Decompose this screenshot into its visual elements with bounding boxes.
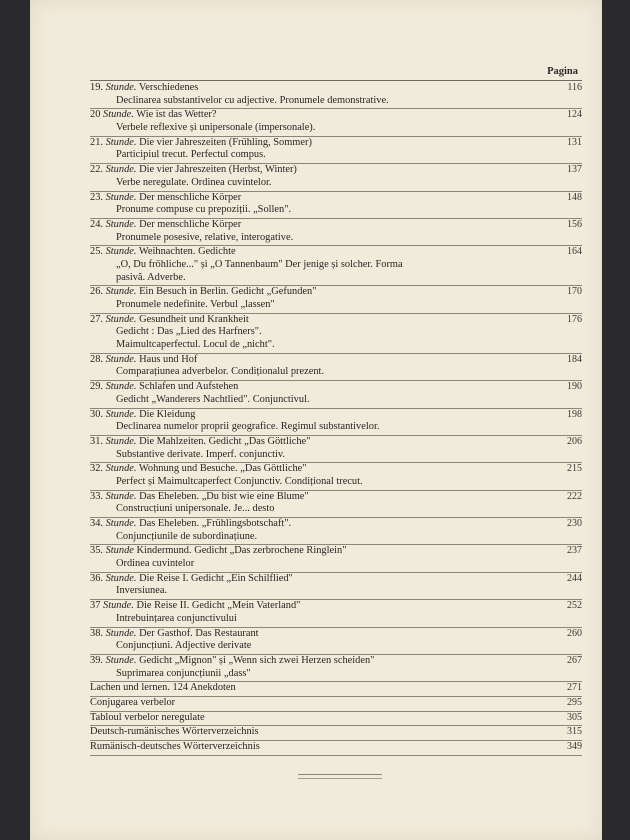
lesson-label: Stunde.: [105, 463, 137, 475]
page-number: 137: [567, 164, 582, 176]
lesson-title: Wohnung und Besuche. „Das Göttliche": [136, 463, 307, 475]
toc-entry-title-line: [90, 219, 582, 232]
toc-entry: [90, 164, 582, 191]
book-page: [30, 0, 602, 840]
lesson-title: Die Reise II. Gedicht „Mein Vaterland": [133, 600, 301, 612]
toc-entry-title-line: [90, 463, 582, 476]
lesson-topic: Declinarea substantivelor cu adjective. Pronumele demonstrative.: [116, 94, 389, 106]
lesson-number: 22.: [90, 164, 106, 176]
page-number: 206: [567, 435, 582, 447]
lesson-label: Stunde: [105, 545, 134, 557]
page-number: 156: [567, 218, 582, 230]
page-number: 244: [567, 572, 582, 584]
lesson-topic: Verbele reflexive și unipersonale (impersonale).: [116, 122, 316, 134]
lesson-number: 28.: [90, 353, 106, 365]
lesson-number: 34.: [90, 518, 106, 529]
lesson-title: Die Mahlzeiten. Gedicht „Das Göttliche": [136, 435, 311, 447]
toc-entry-title-line: [90, 600, 582, 613]
toc-entry: [90, 518, 582, 545]
page-number: 230: [567, 518, 582, 529]
toc-entry: [90, 409, 582, 436]
toc-entry: [90, 545, 582, 572]
lesson-label: Stunde.: [105, 136, 137, 148]
toc-entry: [90, 354, 582, 381]
lesson-number: 24.: [90, 218, 106, 230]
lesson-label: Stunde.: [103, 109, 134, 121]
toc-entry: [90, 82, 582, 109]
lesson-title: Gesundheit und Krankheit: [136, 313, 249, 325]
toc-entry-title-line: [90, 354, 582, 367]
page-number: 170: [567, 286, 582, 298]
lesson-title: Das Eheleben. „Du bist wie eine Blume": [136, 490, 309, 502]
page-number: 116: [567, 82, 582, 93]
lesson-label: Stunde.: [105, 654, 137, 666]
lesson-number: 19.: [90, 82, 106, 93]
lesson-title: Der menschliche Körper: [136, 191, 242, 203]
lesson-number: 26.: [90, 286, 106, 298]
appendix-entry: [90, 726, 582, 739]
page-number: 222: [567, 490, 582, 502]
page-number: 260: [567, 627, 582, 639]
toc-entry-title-line: [90, 137, 582, 150]
lesson-label: Stunde.: [105, 286, 137, 298]
header-rule: [90, 80, 582, 81]
lesson-topic: Verbe neregulate. Ordinea cuvintelor.: [116, 176, 272, 188]
page-number: 252: [567, 600, 582, 612]
page-number: 315: [567, 726, 582, 738]
toc-entry: [90, 628, 582, 655]
toc-entry-title-line: [90, 286, 582, 299]
lesson-topic: Pronume compuse cu prepoziții. „Sollen".: [116, 204, 292, 216]
lesson-number: 20: [90, 109, 103, 121]
toc-entry-title-line: [90, 409, 582, 422]
page-number: 124: [567, 109, 582, 121]
page-number: 305: [567, 711, 582, 723]
toc-entry-title-line: [90, 164, 582, 177]
lesson-topic: Participiul trecut. Perfectul compus.: [116, 149, 266, 161]
lesson-label: Stunde.: [105, 82, 137, 93]
page-number: 295: [567, 696, 582, 708]
lesson-topic: Declinarea numelor proprii geografice. Regimul substantivelor.: [116, 421, 380, 433]
lesson-label: Stunde.: [105, 490, 137, 502]
lesson-number: 39.: [90, 654, 106, 666]
toc-entry: [90, 491, 582, 518]
lesson-topic: Intrebuințarea conjunctivului: [116, 612, 237, 624]
page-number: 349: [567, 741, 582, 752]
lesson-number: 38.: [90, 627, 106, 639]
lesson-label: Stunde.: [105, 408, 137, 420]
lesson-title: Das Eheleben. „Frühlingsbotschaft".: [136, 518, 292, 529]
lesson-label: Stunde.: [105, 435, 137, 447]
page-number: 198: [567, 408, 582, 420]
lesson-topic: Gedicht „Wanderers Nachtlied". Conjunctivul.: [116, 393, 310, 405]
lesson-title: Die Kleidung: [136, 408, 196, 420]
appendix-title: Rumänisch-deutsches Wörterverzeichnis: [90, 741, 260, 752]
toc-entry-title-line: [90, 628, 582, 641]
toc-entry-title-line: [90, 491, 582, 504]
entry-divider: [90, 755, 582, 756]
page-number: 267: [567, 654, 582, 666]
page-number: 190: [567, 381, 582, 393]
toc-entry-title-line: [90, 518, 582, 531]
appendix-entry: [90, 682, 582, 695]
toc-entry: [90, 246, 582, 286]
table-of-contents: [90, 82, 582, 756]
toc-entry-title-line: [90, 573, 582, 586]
lesson-title: Verschiedenes: [136, 82, 199, 93]
lesson-title: Die Reise I. Gedicht „Ein Schilflied": [136, 572, 293, 584]
toc-entry: [90, 219, 582, 246]
lesson-label: Stunde.: [103, 600, 134, 612]
lesson-label: Stunde.: [105, 353, 137, 365]
page-number: 237: [567, 545, 582, 557]
lesson-topic: Pronumele posesive, relative, interogative.: [116, 231, 294, 243]
lesson-title: Der Gasthof. Das Restaurant: [136, 627, 259, 639]
appendix-title: Deutsch-rumänisches Wörterverzeichnis: [90, 726, 259, 738]
page-number: 148: [567, 191, 582, 203]
appendix-title: Lachen und lernen. 124 Anekdoten: [90, 682, 236, 694]
toc-entry: [90, 109, 582, 136]
lesson-topic: Pronumele nedefinite. Verbul „lassen": [116, 299, 275, 310]
closing-ornament-rule-2: [298, 778, 382, 779]
toc-entry: [90, 192, 582, 219]
closing-ornament-rule: [298, 774, 382, 775]
lesson-number: 36.: [90, 572, 106, 584]
lesson-number: 32.: [90, 463, 106, 475]
lesson-topic: Conjuncțiuni. Adjective derivate: [116, 640, 252, 652]
lesson-topic: Ordinea cuvintelor: [116, 558, 195, 570]
lesson-topic: Suprimarea conjuncțiunii „dass": [116, 667, 251, 679]
lesson-label: Stunde.: [105, 627, 137, 639]
lesson-title: Gedicht „Mignon" și „Wenn sich zwei Herzen scheiden": [136, 654, 375, 666]
appendix-entry: [90, 741, 582, 754]
lesson-label: Stunde.: [105, 218, 137, 230]
lesson-number: 31.: [90, 435, 106, 447]
lesson-topic: Gedicht : Das „Lied des Harfners".: [116, 326, 262, 338]
lesson-topic: Comparațiunea adverbelor. Condiționalul prezent.: [116, 366, 325, 378]
lesson-label: Stunde.: [105, 381, 137, 393]
lesson-topic: Perfect și Maimultcaperfect Conjunctiv. Condițional trecut.: [116, 475, 363, 487]
toc-entry-title-line: [90, 82, 582, 95]
lesson-topic: Inversiunea.: [116, 585, 168, 597]
toc-entry-title-line: [90, 314, 582, 327]
lesson-label: Stunde.: [105, 572, 137, 584]
lesson-number: 23.: [90, 191, 106, 203]
page-column-header: Pagina: [547, 66, 578, 77]
lesson-title: Ein Besuch in Berlin. Gedicht „Gefunden": [136, 286, 317, 298]
toc-entry: [90, 573, 582, 600]
lesson-number: 21.: [90, 136, 106, 148]
toc-entry: [90, 286, 582, 313]
lesson-topic: Conjuncțiunile de subordinațiune.: [116, 530, 258, 542]
page-number: 215: [567, 463, 582, 475]
lesson-title: Der menschliche Körper: [136, 218, 242, 230]
lesson-number: 30.: [90, 408, 106, 420]
lesson-topic: Substantive derivate. Imperf. conjunctiv.: [116, 448, 285, 460]
appendix-title: Conjugarea verbelor: [90, 696, 176, 708]
lesson-topic: pasivă. Adverbe.: [116, 271, 186, 283]
lesson-label: Stunde.: [105, 191, 137, 203]
toc-entry: [90, 463, 582, 490]
page-number: 184: [567, 353, 582, 365]
page-number: 271: [567, 682, 582, 694]
lesson-title: Die vier Jahreszeiten (Frühling, Sommer): [136, 136, 312, 148]
page-number: 131: [567, 136, 582, 148]
page-number: 176: [567, 313, 582, 325]
appendix-entries: [90, 682, 582, 755]
toc-entry-title-line: [90, 109, 582, 122]
appendix-title: Tabloul verbelor neregulate: [90, 711, 205, 723]
appendix-entry: [90, 712, 582, 725]
lesson-number: 37: [90, 600, 103, 612]
lesson-title: Wie ist das Wetter?: [133, 109, 217, 121]
toc-entry-title-line: [90, 655, 582, 668]
toc-entry-title-line: [90, 246, 582, 259]
lesson-title: Haus und Hof: [136, 353, 198, 365]
lesson-label: Stunde.: [105, 246, 137, 258]
toc-entry: [90, 381, 582, 408]
toc-entry: [90, 314, 582, 354]
lesson-topic: Maimultcaperfectul. Locul de „nicht".: [116, 339, 275, 351]
lesson-title: Weihnachten. Gedichte: [136, 246, 236, 258]
toc-entry: [90, 600, 582, 627]
toc-entry: [90, 436, 582, 463]
lesson-label: Stunde.: [105, 164, 137, 176]
lesson-number: 35.: [90, 545, 106, 557]
lesson-topic: Construcțiuni unipersonale. Je... desto: [116, 503, 275, 515]
lesson-topic: „O, Du fröhliche..." și „O Tannenbaum" Der jenige și solcher. Forma: [116, 258, 403, 270]
toc-entry: [90, 137, 582, 164]
toc-entry-title-line: [90, 192, 582, 205]
toc-entry: [90, 655, 582, 682]
lesson-title: Kindermund. Gedicht „Das zerbrochene Ringlein": [133, 545, 347, 557]
lesson-label: Stunde.: [105, 518, 137, 529]
lesson-title: Schlafen und Aufstehen: [136, 381, 239, 393]
toc-entry-title-line: [90, 436, 582, 449]
lesson-number: 25.: [90, 246, 106, 258]
lesson-number: 33.: [90, 490, 106, 502]
toc-entry-title-line: [90, 381, 582, 394]
page-number: 164: [567, 246, 582, 258]
toc-entry-title-line: [90, 545, 582, 558]
lesson-number: 29.: [90, 381, 106, 393]
lesson-number: 27.: [90, 313, 106, 325]
lesson-label: Stunde.: [105, 313, 137, 325]
lesson-title: Die vier Jahreszeiten (Herbst, Winter): [136, 164, 297, 176]
appendix-entry: [90, 697, 582, 710]
